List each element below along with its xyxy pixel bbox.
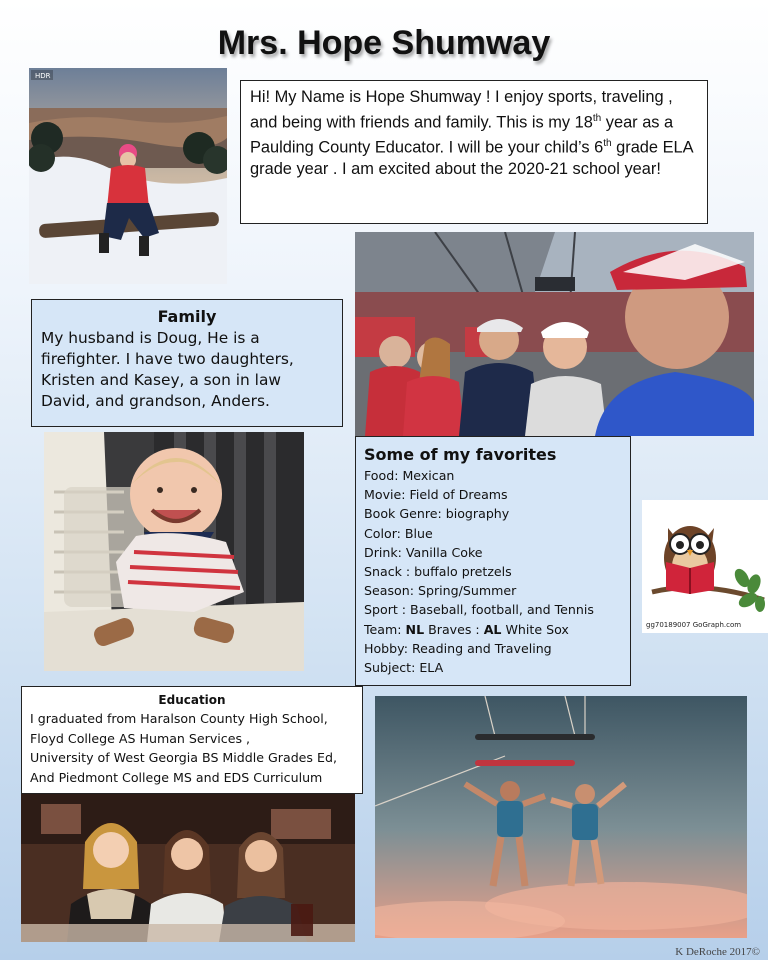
fav-team-braves: Braves : xyxy=(424,621,484,637)
education-line-3: University of West Georgia BS Middle Grades Ed, xyxy=(30,750,337,765)
education-line-1: I graduated from Haralson County High School, xyxy=(30,711,328,726)
fav-season: Season: Spring/Summer xyxy=(364,583,517,599)
fav-subject: Subject: ELA xyxy=(364,660,444,676)
education-box xyxy=(21,686,363,794)
credit-text: K DeRoche 2017© xyxy=(675,946,760,958)
fav-team-sox: White Sox xyxy=(501,621,569,637)
family-text: My husband is Doug, He is a firefighter. I have two daughters, Kristen and Kasey, a son in law David, and grandson, Anders. xyxy=(41,329,294,410)
favorites-box xyxy=(355,436,631,686)
education-line-4: And Piedmont College MS and EDS Curriculum xyxy=(30,769,323,785)
intro-box xyxy=(240,80,708,224)
intro-sup-2: th xyxy=(603,138,612,150)
hdr-badge: HDR xyxy=(35,72,51,80)
fav-movie: Movie: Field of Dreams xyxy=(364,487,508,503)
fav-drink: Drink: Vanilla Coke xyxy=(364,544,483,560)
intro-text-3: grade ELA grade year . I am excited about the 2020-21 school year! xyxy=(250,138,693,178)
favorites-heading: Some of my favorites xyxy=(364,445,557,464)
page-title: Mrs. Hope Shumway xyxy=(217,24,551,62)
family-box xyxy=(31,299,343,427)
canyon-photo xyxy=(29,68,227,284)
fav-food: Food: Mexican xyxy=(364,468,455,483)
daughters-photo xyxy=(21,794,355,942)
education-heading: Education xyxy=(158,693,226,707)
fav-team-label: Team: xyxy=(364,621,406,637)
fav-hobby: Hobby: Reading and Traveling xyxy=(364,640,552,656)
fav-snack: Snack : buffalo pretzels xyxy=(364,564,512,580)
intro-text-2: year as a Paulding County Educator. I will be your child’s 6 xyxy=(250,113,674,157)
intro-sup-1: th xyxy=(592,113,602,124)
baby-photo xyxy=(44,432,304,671)
fav-sport: Sport : Baseball, football, and Tennis xyxy=(364,602,594,618)
intro-text-1: Hi! My Name is Hope Shumway ! I enjoy sports, traveling , and being with friends and family. This is my 18 xyxy=(250,88,673,132)
parasailing-photo xyxy=(375,696,747,938)
fav-team xyxy=(364,620,622,639)
family-heading: Family xyxy=(157,307,217,326)
fav-book-genre: Book Genre: biography xyxy=(364,506,510,522)
owl-caption: gg70189007 GoGraph.com xyxy=(646,621,742,629)
fav-color: Color: Blue xyxy=(364,525,433,541)
education-line-2: Floyd College AS Human Services , xyxy=(30,730,251,746)
fav-team-nl: NL xyxy=(405,621,425,637)
stadium-selfie-photo xyxy=(355,232,754,436)
fav-team-al: AL xyxy=(483,621,502,637)
owl-reading-clipart xyxy=(642,500,768,633)
